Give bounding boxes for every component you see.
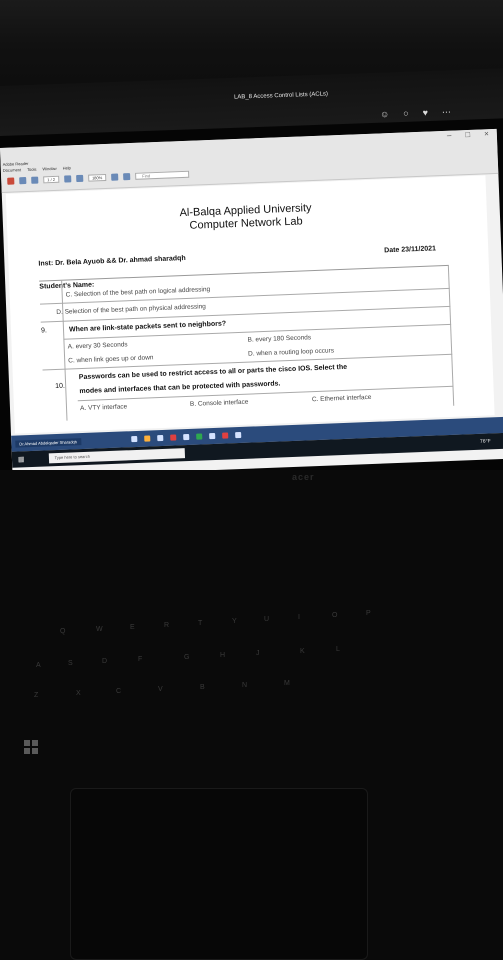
key[interactable]: G bbox=[184, 654, 190, 661]
q9-number: 9. bbox=[40, 327, 48, 335]
key[interactable]: U bbox=[264, 616, 270, 623]
app-icon[interactable] bbox=[157, 435, 163, 441]
instructors: Inst: Dr. Bela Ayuob && Dr. ahmad sharadqh bbox=[38, 254, 186, 268]
key[interactable]: Q bbox=[60, 628, 66, 635]
q9-option-d: D. when a routing loop occurs bbox=[247, 347, 335, 358]
brand-logo: acer bbox=[292, 472, 315, 482]
find-input[interactable]: Find bbox=[135, 171, 189, 180]
key[interactable]: V bbox=[158, 686, 163, 693]
folder-icon[interactable] bbox=[144, 435, 150, 441]
print-icon[interactable] bbox=[7, 177, 14, 184]
app-icon[interactable] bbox=[170, 434, 176, 440]
taskbar-search[interactable]: Type here to search bbox=[48, 448, 184, 463]
key[interactable]: O bbox=[332, 612, 338, 619]
zoom-level[interactable]: 180% bbox=[88, 174, 106, 182]
key[interactable]: C bbox=[116, 688, 122, 695]
prev-option-c: C. Selection of the best path on logical addressing bbox=[65, 286, 211, 299]
key[interactable]: P bbox=[366, 610, 371, 617]
minimize-icon[interactable]: – bbox=[446, 130, 452, 140]
key[interactable]: Z bbox=[34, 692, 39, 699]
windows-key-icon[interactable] bbox=[24, 740, 38, 754]
document-date: Date 23/11/2021 bbox=[384, 245, 437, 255]
start-icon[interactable]: ▦ bbox=[17, 456, 25, 464]
q10-option-a: A. VTY interface bbox=[79, 403, 128, 413]
key[interactable]: N bbox=[242, 682, 248, 689]
maximize-icon[interactable]: □ bbox=[465, 129, 471, 140]
university-name: Al-Balqa Applied University bbox=[179, 202, 312, 220]
key[interactable]: T bbox=[198, 620, 203, 627]
key[interactable]: I bbox=[298, 614, 300, 621]
lab-name: Computer Network Lab bbox=[189, 215, 303, 232]
menu-window[interactable]: Window bbox=[42, 165, 57, 172]
key[interactable]: E bbox=[130, 624, 135, 631]
remote-taskbar-icons bbox=[131, 432, 241, 442]
student-name-label: Student's Name: bbox=[39, 281, 95, 291]
app-icon[interactable] bbox=[131, 436, 137, 442]
prev-page-icon[interactable] bbox=[19, 177, 26, 184]
close-icon[interactable]: × bbox=[483, 129, 489, 139]
q9-option-a: A. every 30 Seconds bbox=[67, 341, 128, 351]
q9-option-b: B. every 180 Seconds bbox=[247, 334, 312, 344]
touchpad[interactable] bbox=[70, 788, 368, 960]
key[interactable]: L bbox=[336, 646, 340, 653]
prev-option-d: D. Selection of the best path on physical addressing bbox=[56, 303, 206, 316]
key[interactable]: B bbox=[200, 684, 205, 691]
app-icon[interactable] bbox=[209, 433, 215, 439]
key[interactable]: X bbox=[76, 690, 81, 697]
app-icon[interactable] bbox=[235, 432, 241, 438]
key[interactable]: W bbox=[96, 626, 103, 633]
key[interactable]: Y bbox=[232, 618, 237, 625]
menu-tools[interactable]: Tools bbox=[26, 166, 37, 172]
reader-tools bbox=[7, 171, 189, 185]
app-icon[interactable] bbox=[183, 434, 189, 440]
q9-option-c: C. when link goes up or down bbox=[68, 354, 154, 365]
more-icon[interactable]: ⋯ bbox=[441, 106, 452, 118]
question-table bbox=[39, 265, 454, 422]
zoom-in-icon[interactable] bbox=[76, 175, 83, 182]
fit-width-icon[interactable] bbox=[123, 173, 130, 180]
key[interactable]: J bbox=[256, 650, 260, 657]
q10-text-2: modes and interfaces that can be protected with passwords. bbox=[79, 380, 281, 396]
reactions-icon[interactable]: ♥ bbox=[422, 107, 429, 118]
document-header bbox=[160, 201, 331, 234]
chat-icon[interactable]: ○ bbox=[403, 108, 409, 119]
weather-widget[interactable]: 76°F bbox=[479, 438, 491, 445]
key[interactable]: S bbox=[68, 660, 73, 667]
presenter-name: Dr.Ahmad Abdelqader Sharadqh bbox=[15, 438, 81, 448]
pdf-page bbox=[6, 175, 495, 433]
q10-option-b: B. Console interface bbox=[189, 398, 249, 408]
q10-number: 10. bbox=[55, 382, 66, 391]
zoom-out-icon[interactable] bbox=[64, 175, 71, 182]
key[interactable]: A bbox=[36, 662, 41, 669]
window-controls bbox=[447, 129, 489, 140]
key[interactable]: M bbox=[284, 680, 290, 687]
key[interactable]: R bbox=[164, 622, 170, 629]
q10-text-1: Passwords can be used to restrict access to all or parts the cisco IOS. Select the bbox=[78, 363, 348, 382]
app-icon[interactable] bbox=[222, 432, 228, 438]
laptop-screen bbox=[0, 129, 503, 478]
meeting-title: LAB_8 Access Control Lists (ACLs) bbox=[233, 91, 329, 101]
key[interactable]: D bbox=[102, 658, 108, 665]
people-icon[interactable]: ☺ bbox=[379, 108, 390, 120]
reader-app-title: Adobe Reader bbox=[2, 160, 29, 167]
next-page-icon[interactable] bbox=[31, 177, 38, 184]
menu-document[interactable]: Document bbox=[2, 167, 22, 173]
app-icon[interactable] bbox=[196, 433, 202, 439]
q10-option-c: C. Ethernet interface bbox=[311, 393, 372, 404]
q9-text: When are link-state packets sent to neighbors? bbox=[68, 320, 227, 334]
page-indicator[interactable]: 1 / 2 bbox=[43, 176, 59, 184]
key[interactable]: H bbox=[220, 652, 226, 659]
fit-page-icon[interactable] bbox=[111, 173, 118, 180]
key[interactable]: K bbox=[300, 648, 305, 655]
menu-help[interactable]: Help bbox=[62, 165, 71, 171]
key[interactable]: F bbox=[138, 656, 143, 663]
keyboard bbox=[0, 540, 503, 760]
